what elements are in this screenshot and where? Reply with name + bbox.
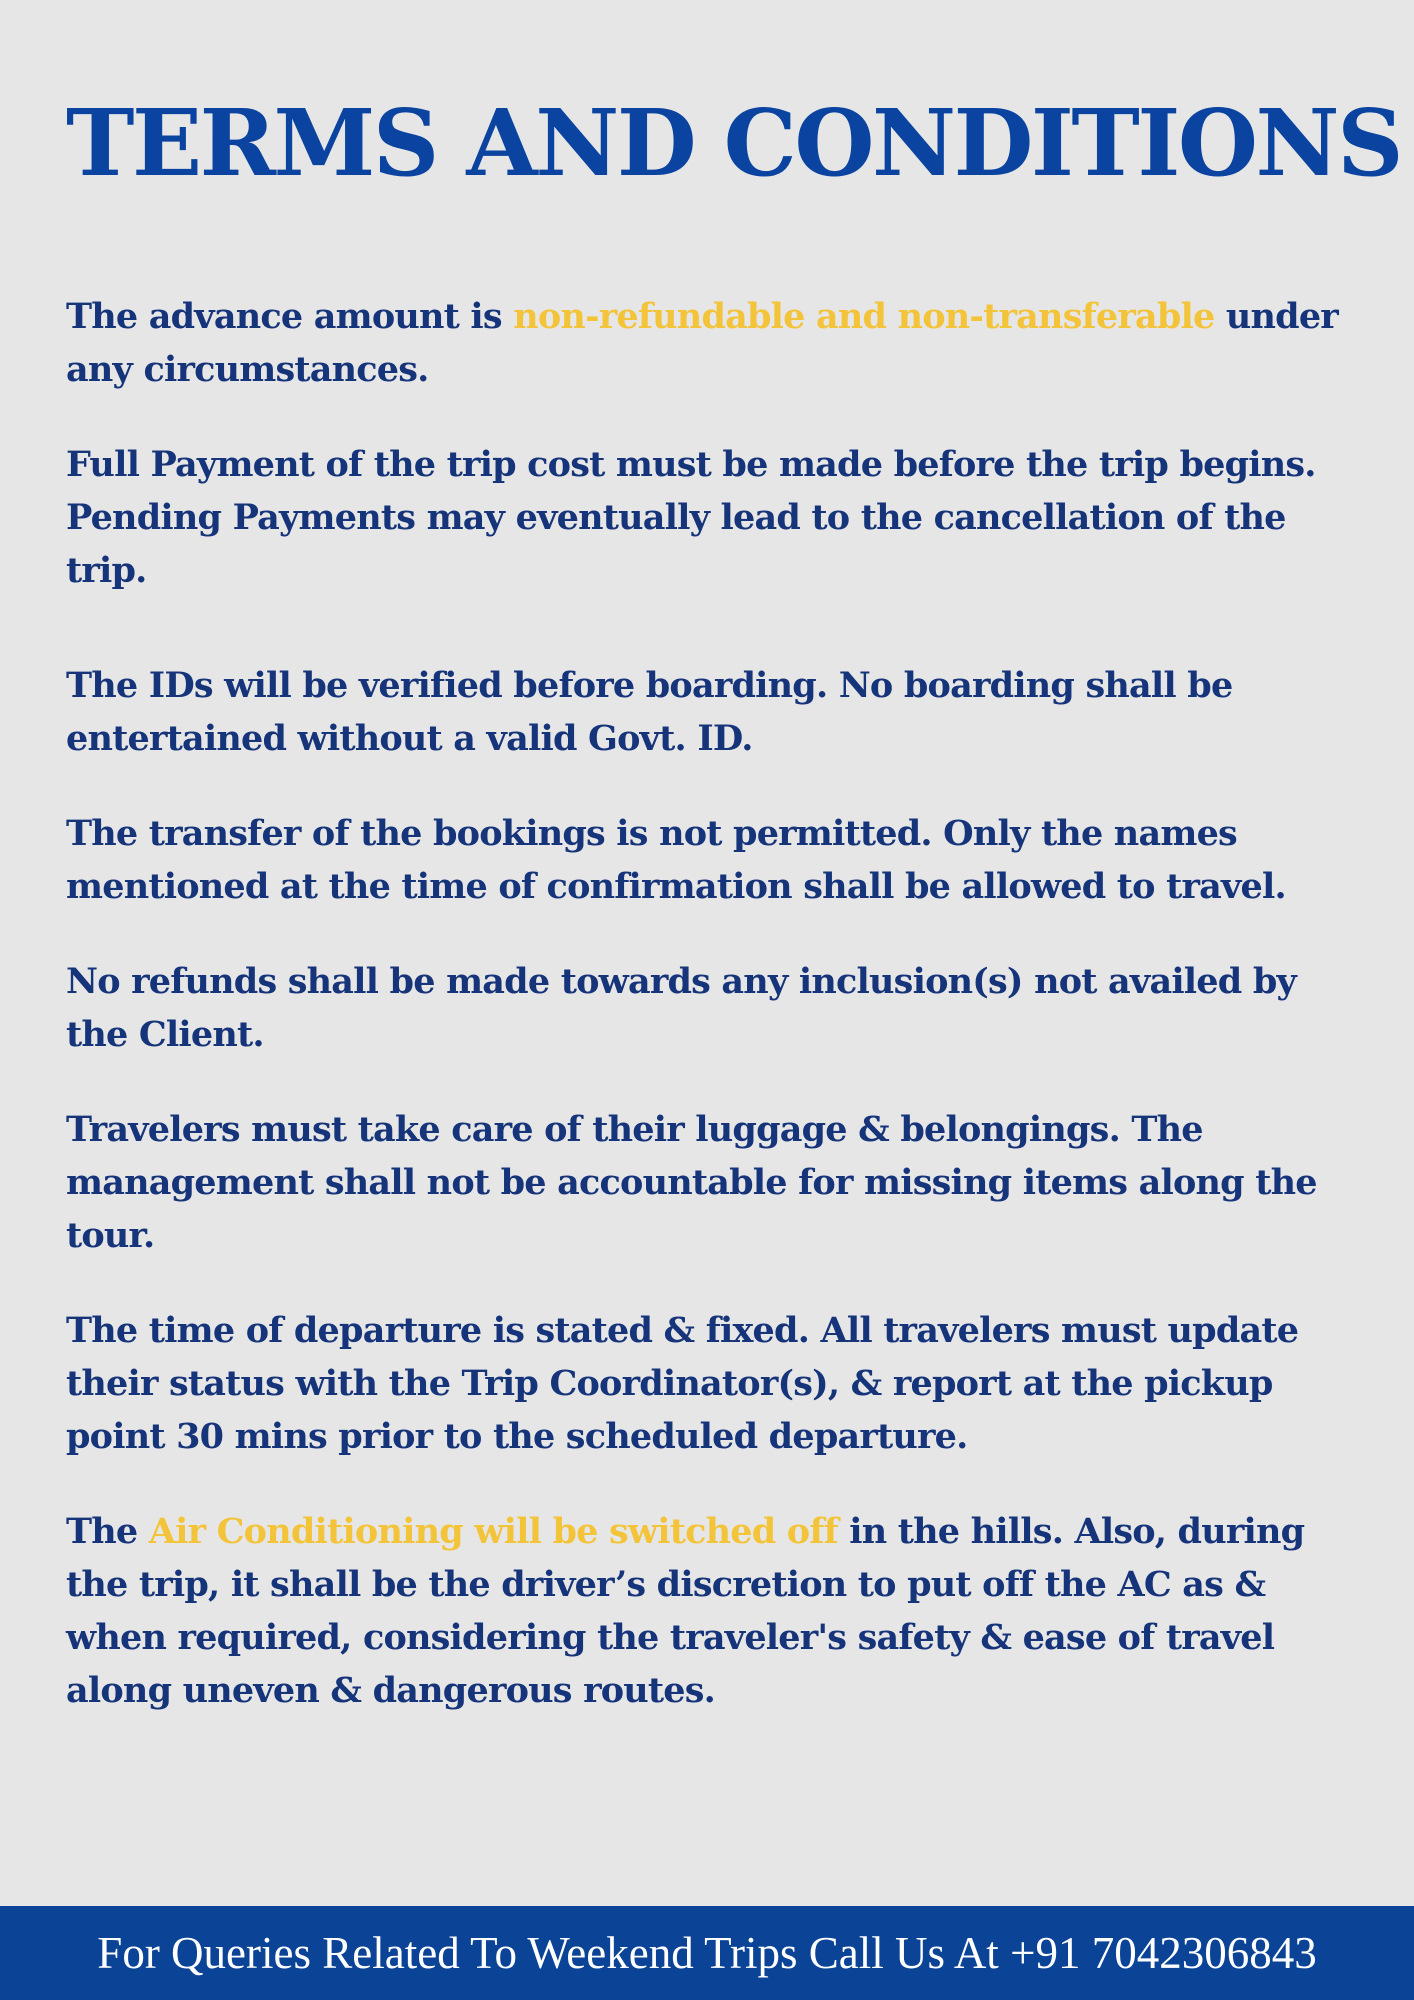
term-full-payment: Full Payment of the trip cost must be made before the trip begins. Pending Payments may eventually lead to the cancellation of the trip. <box>66 444 1316 591</box>
term-air-conditioning <box>66 1505 1356 1717</box>
term-advance-amount <box>66 290 1356 396</box>
page-title: TERMS AND CONDITIONS <box>66 89 1402 197</box>
terms-list <box>66 290 1356 1717</box>
term-no-refunds: No refunds shall be made towards any inclusion(s) not availed by the Client. <box>66 961 1297 1055</box>
term-text: The <box>66 1511 149 1552</box>
term-text: in the hills. Also, during the trip, it shall be the driver’s discretion to put off the AC as & when required, considering the traveler's safety & ease of travel along uneven & dangerous routes. <box>66 1511 1305 1711</box>
term-luggage: Travelers must take care of their luggage & belongings. The management shall not be accountable for missing items along the tour. <box>66 1109 1317 1256</box>
footer-contact-text: For Queries Related To Weekend Trips Call Us At +91 7042306843 <box>97 1928 1317 1978</box>
term-id-verification: The IDs will be verified before boarding. No boarding shall be entertained without a valid Govt. ID. <box>66 665 1233 759</box>
term-booking-transfer: The transfer of the bookings is not permitted. Only the names mentioned at the time of confirmation shall be allowed to travel. <box>66 813 1286 907</box>
term-departure-time: The time of departure is stated & fixed. All travelers must update their status with the Trip Coordinator(s), & report at the pickup point 30 mins prior to the scheduled departure. <box>66 1310 1299 1457</box>
term-text: under any circumstances. <box>66 296 1338 390</box>
footer-banner <box>0 1906 1414 2000</box>
highlight-text: Air Conditioning will be switched off <box>148 1511 838 1552</box>
highlight-text: non-refundable and non-transferable <box>513 296 1215 337</box>
term-text: The advance amount is <box>66 296 514 337</box>
